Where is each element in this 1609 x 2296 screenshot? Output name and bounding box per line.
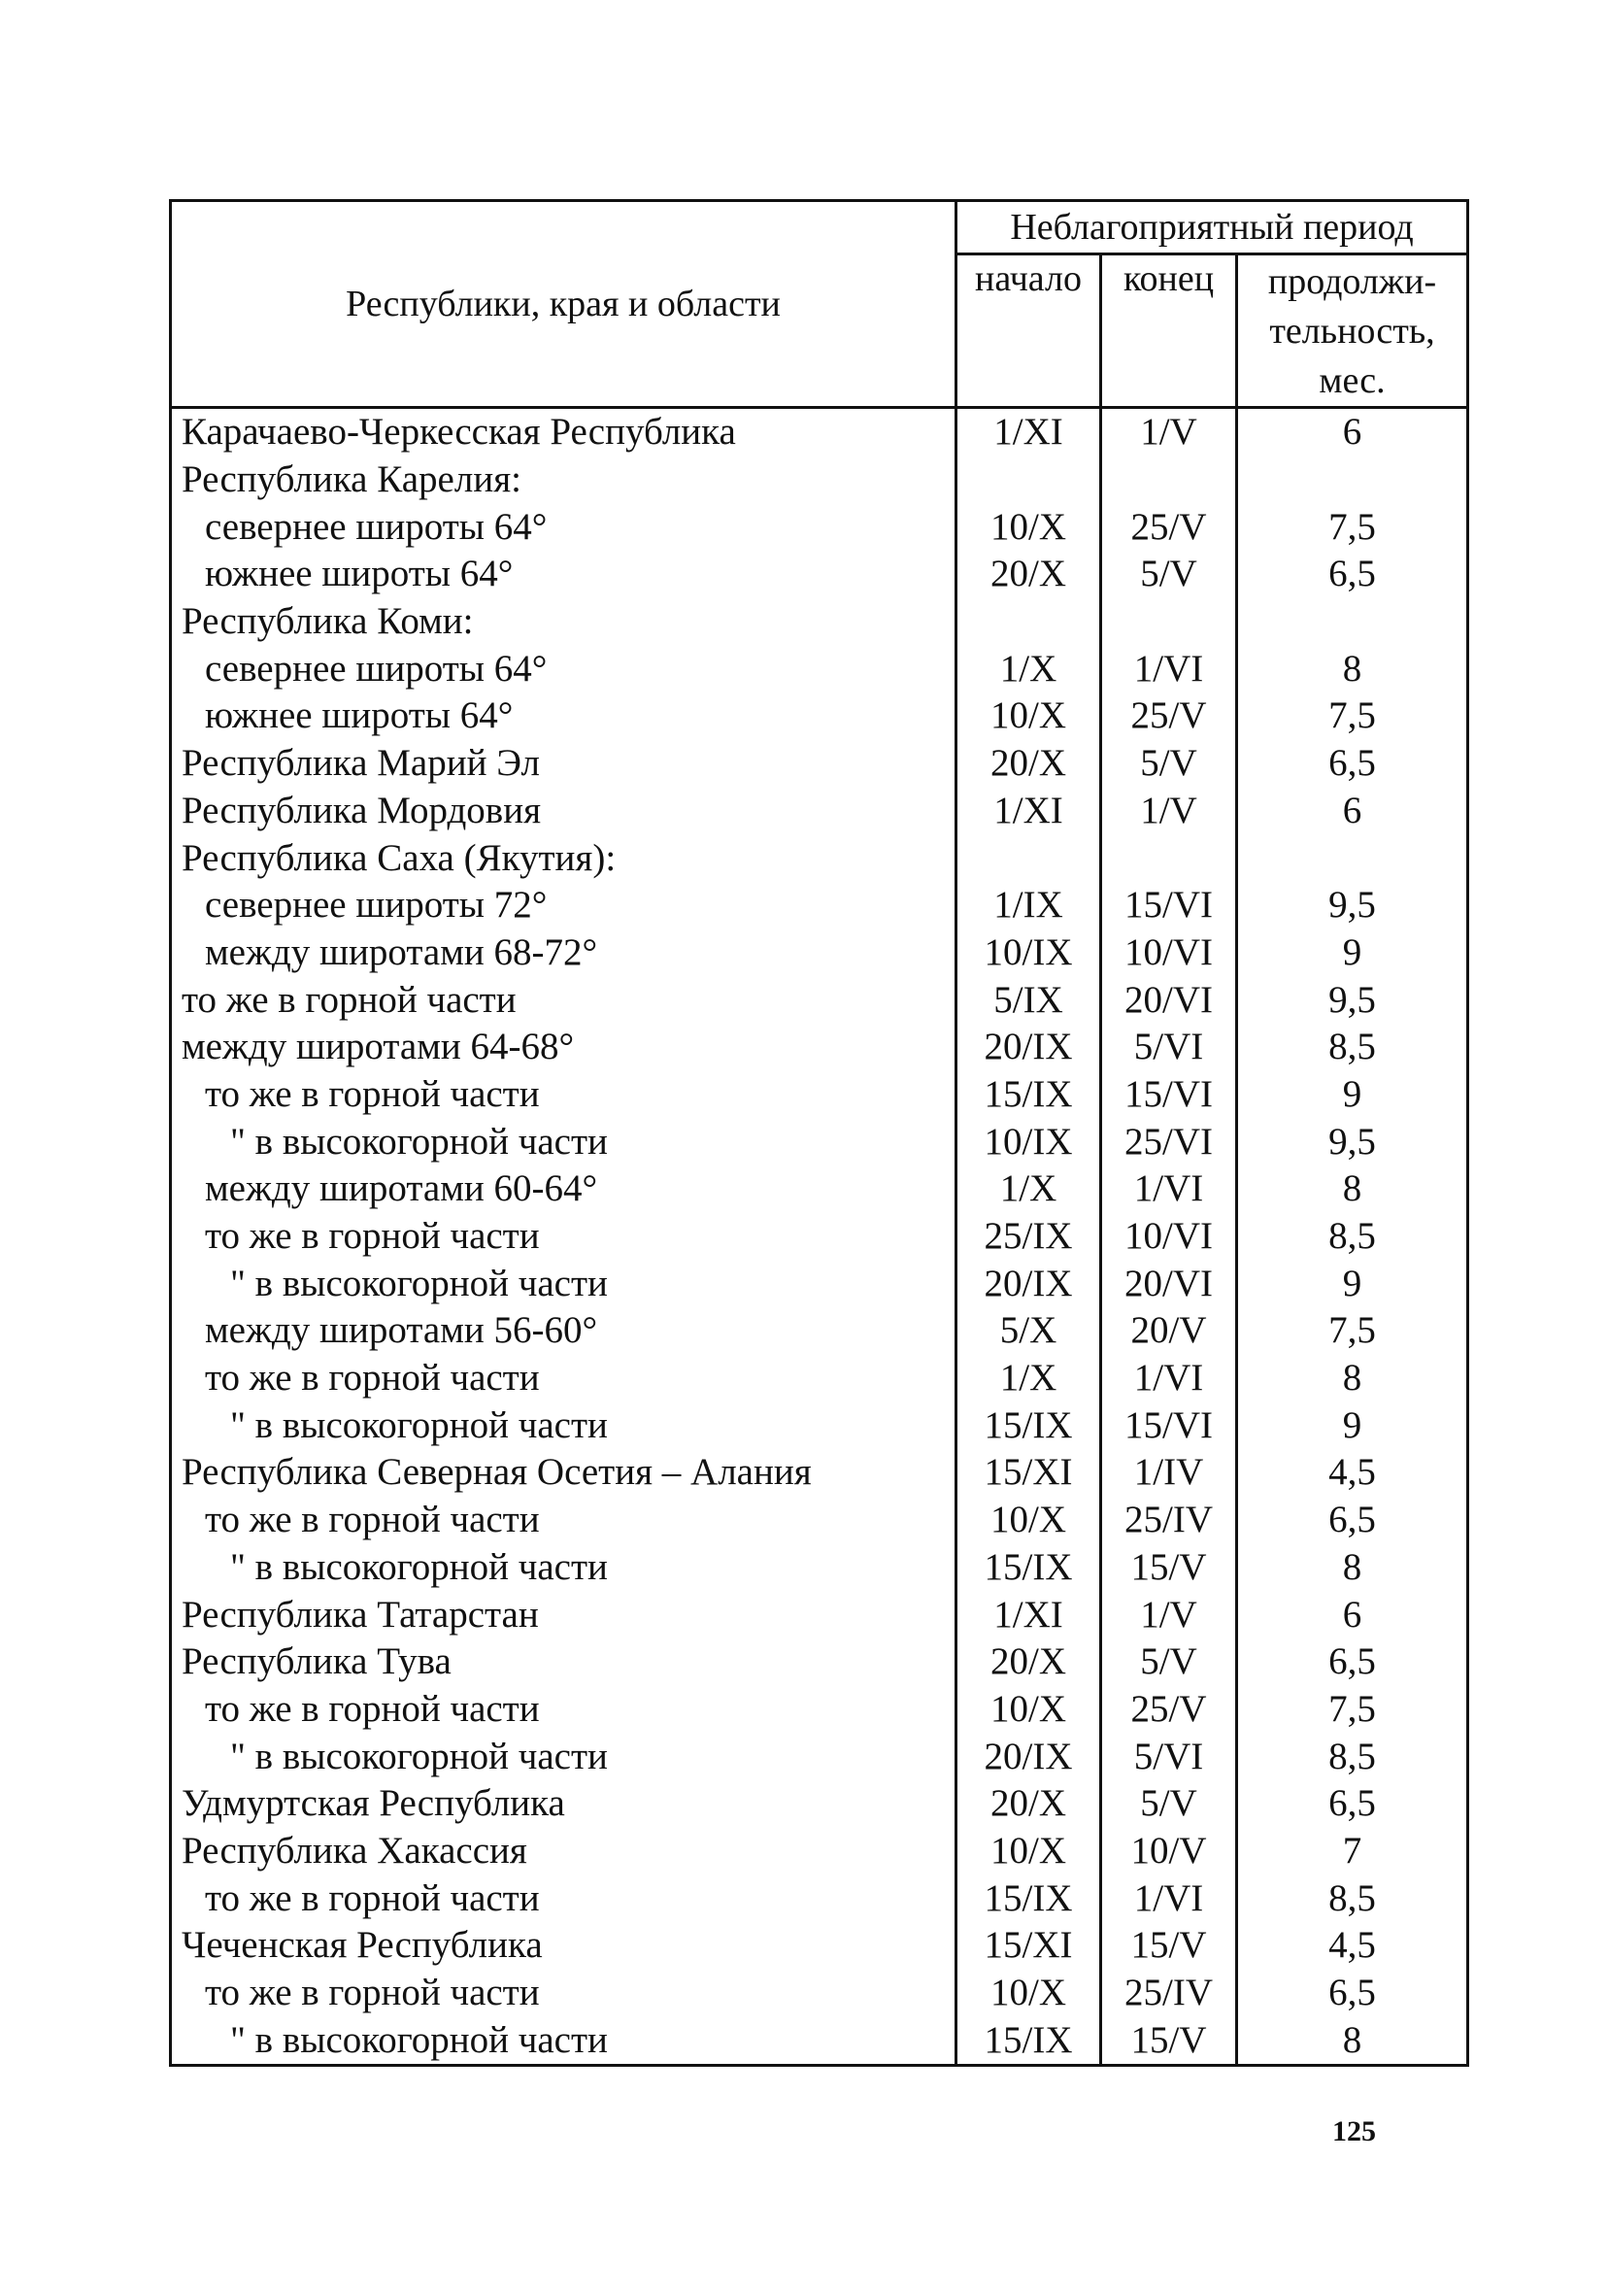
start-cell: 10/X <box>956 692 1101 740</box>
start-cell: 20/X <box>956 1638 1101 1686</box>
start-cell: 10/X <box>956 1970 1101 2017</box>
end-cell: 25/VI <box>1101 1118 1237 1165</box>
start-cell: 15/IX <box>956 1544 1101 1592</box>
table-row <box>171 834 1468 882</box>
end-cell: 25/V <box>1101 1686 1237 1734</box>
table-body <box>171 408 1468 2066</box>
duration-cell: 4,5 <box>1237 1922 1468 1970</box>
region-cell: между широтами 64-68° <box>171 1024 956 1071</box>
table-row <box>171 503 1468 551</box>
region-cell: Карачаево-Черкесская Республика <box>171 408 956 456</box>
table-row <box>171 2016 1468 2065</box>
duration-cell: 4,5 <box>1237 1449 1468 1497</box>
end-cell: 1/VI <box>1101 1355 1237 1402</box>
duration-cell: 7,5 <box>1237 503 1468 551</box>
table-row <box>171 929 1468 977</box>
region-cell: то же в горной части <box>171 976 956 1024</box>
end-cell: 10/VI <box>1101 929 1237 977</box>
end-cell: 15/V <box>1101 2016 1237 2065</box>
duration-cell: 8 <box>1237 1544 1468 1592</box>
duration-cell: 9 <box>1237 929 1468 977</box>
table-row <box>171 1307 1468 1355</box>
duration-cell: 7,5 <box>1237 1686 1468 1734</box>
duration-cell: 6,5 <box>1237 1497 1468 1544</box>
table-row <box>171 1544 1468 1592</box>
end-cell <box>1101 598 1237 646</box>
start-cell: 1/XI <box>956 788 1101 835</box>
region-cell: " в высокогорной части <box>171 1260 956 1307</box>
duration-cell: 9,5 <box>1237 1118 1468 1165</box>
table-row <box>171 456 1468 504</box>
table-row <box>171 1874 1468 1922</box>
end-cell <box>1101 456 1237 504</box>
region-cell: то же в горной части <box>171 1355 956 1402</box>
end-cell: 20/VI <box>1101 1260 1237 1307</box>
end-cell: 5/V <box>1101 551 1237 598</box>
table-row <box>171 645 1468 692</box>
region-cell: между широтами 60-64° <box>171 1165 956 1213</box>
end-cell: 5/V <box>1101 740 1237 788</box>
duration-cell: 6,5 <box>1237 740 1468 788</box>
region-cell: Республика Северная Осетия – Алания <box>171 1449 956 1497</box>
start-cell: 15/IX <box>956 2016 1101 2065</box>
duration-cell: 8,5 <box>1237 1733 1468 1780</box>
duration-cell: 6 <box>1237 788 1468 835</box>
start-cell: 20/IX <box>956 1733 1101 1780</box>
region-cell: " в высокогорной части <box>171 1401 956 1449</box>
duration-cell: 6 <box>1237 408 1468 456</box>
start-cell: 20/X <box>956 1780 1101 1828</box>
end-cell: 1/V <box>1101 788 1237 835</box>
end-cell: 5/VI <box>1101 1024 1237 1071</box>
start-cell: 10/IX <box>956 929 1101 977</box>
duration-cell: 9,5 <box>1237 976 1468 1024</box>
region-cell: то же в горной части <box>171 1686 956 1734</box>
start-cell: 10/X <box>956 503 1101 551</box>
region-cell: Республика Тува <box>171 1638 956 1686</box>
start-cell: 15/IX <box>956 1401 1101 1449</box>
table-row <box>171 1497 1468 1544</box>
duration-cell: 9 <box>1237 1260 1468 1307</box>
end-cell: 25/IV <box>1101 1497 1237 1544</box>
region-cell: то же в горной части <box>171 1874 956 1922</box>
table-row <box>171 1165 1468 1213</box>
end-cell: 25/IV <box>1101 1970 1237 2017</box>
duration-cell: 8,5 <box>1237 1024 1468 1071</box>
region-cell: то же в горной части <box>171 1071 956 1119</box>
end-cell: 10/V <box>1101 1828 1237 1875</box>
table-row <box>171 1780 1468 1828</box>
duration-cell: 7,5 <box>1237 692 1468 740</box>
table-row <box>171 976 1468 1024</box>
end-cell: 15/VI <box>1101 882 1237 929</box>
start-cell: 1/X <box>956 1165 1101 1213</box>
end-cell: 20/VI <box>1101 976 1237 1024</box>
duration-cell: 6,5 <box>1237 1780 1468 1828</box>
duration-cell <box>1237 456 1468 504</box>
region-cell: " в высокогорной части <box>171 1118 956 1165</box>
region-cell: то же в горной части <box>171 1497 956 1544</box>
end-cell: 15/V <box>1101 1922 1237 1970</box>
end-cell: 25/V <box>1101 503 1237 551</box>
start-cell: 15/IX <box>956 1874 1101 1922</box>
duration-cell: 9 <box>1237 1401 1468 1449</box>
end-cell: 15/VI <box>1101 1071 1237 1119</box>
start-cell: 25/IX <box>956 1213 1101 1261</box>
duration-cell: 8 <box>1237 645 1468 692</box>
table-row <box>171 408 1468 456</box>
table-row <box>171 692 1468 740</box>
start-cell <box>956 598 1101 646</box>
header-duration-line3: мес. <box>1319 360 1386 401</box>
duration-cell: 8,5 <box>1237 1874 1468 1922</box>
end-cell: 1/VI <box>1101 1874 1237 1922</box>
duration-cell: 8 <box>1237 1355 1468 1402</box>
start-cell: 10/X <box>956 1828 1101 1875</box>
table-row <box>171 1449 1468 1497</box>
table-row <box>171 551 1468 598</box>
start-cell: 1/X <box>956 645 1101 692</box>
start-cell: 15/IX <box>956 1071 1101 1119</box>
page-number: 125 <box>1332 2115 1376 2147</box>
duration-cell <box>1237 834 1468 882</box>
header-period: Неблагоприятный период <box>956 201 1468 254</box>
table-row <box>171 1828 1468 1875</box>
table-row <box>171 1401 1468 1449</box>
header-duration-line2: тельность, <box>1269 311 1435 352</box>
region-cell: Удмуртская Республика <box>171 1780 956 1828</box>
duration-cell: 8 <box>1237 2016 1468 2065</box>
duration-cell: 7,5 <box>1237 1307 1468 1355</box>
duration-cell <box>1237 598 1468 646</box>
end-cell: 1/VI <box>1101 1165 1237 1213</box>
region-cell: севернее широты 72° <box>171 882 956 929</box>
region-cell: южнее широты 64° <box>171 551 956 598</box>
start-cell: 5/IX <box>956 976 1101 1024</box>
table-row <box>171 740 1468 788</box>
table-row <box>171 1686 1468 1734</box>
region-cell: Республика Коми: <box>171 598 956 646</box>
region-cell: Чеченская Республика <box>171 1922 956 1970</box>
region-cell: " в высокогорной части <box>171 1544 956 1592</box>
end-cell: 20/V <box>1101 1307 1237 1355</box>
start-cell: 1/XI <box>956 1591 1101 1638</box>
end-cell <box>1101 834 1237 882</box>
region-cell: то же в горной части <box>171 1970 956 2017</box>
header-duration <box>1237 254 1468 408</box>
region-cell: Республика Хакассия <box>171 1828 956 1875</box>
end-cell: 1/V <box>1101 408 1237 456</box>
table-row <box>171 1071 1468 1119</box>
header-end: конец <box>1101 254 1237 408</box>
end-cell: 1/V <box>1101 1591 1237 1638</box>
table-row <box>171 788 1468 835</box>
region-cell: севернее широты 64° <box>171 503 956 551</box>
start-cell: 5/X <box>956 1307 1101 1355</box>
end-cell: 5/V <box>1101 1638 1237 1686</box>
duration-cell: 6,5 <box>1237 1638 1468 1686</box>
table-row <box>171 598 1468 646</box>
start-cell <box>956 456 1101 504</box>
end-cell: 25/V <box>1101 692 1237 740</box>
table-row <box>171 1260 1468 1307</box>
end-cell: 1/VI <box>1101 645 1237 692</box>
start-cell: 20/IX <box>956 1024 1101 1071</box>
start-cell <box>956 834 1101 882</box>
end-cell: 15/VI <box>1101 1401 1237 1449</box>
table-row <box>171 1922 1468 1970</box>
start-cell: 10/X <box>956 1497 1101 1544</box>
start-cell: 20/X <box>956 551 1101 598</box>
start-cell: 10/IX <box>956 1118 1101 1165</box>
start-cell: 15/XI <box>956 1449 1101 1497</box>
duration-cell: 8,5 <box>1237 1213 1468 1261</box>
table-row <box>171 1638 1468 1686</box>
end-cell: 1/IV <box>1101 1449 1237 1497</box>
table-row <box>171 1970 1468 2017</box>
header-start: начало <box>956 254 1101 408</box>
region-cell: Республика Мордовия <box>171 788 956 835</box>
duration-cell: 9,5 <box>1237 882 1468 929</box>
table-row <box>171 882 1468 929</box>
header-region: Республики, края и области <box>171 201 956 408</box>
region-cell: Республика Татарстан <box>171 1591 956 1638</box>
start-cell: 1/IX <box>956 882 1101 929</box>
region-cell: то же в горной части <box>171 1213 956 1261</box>
region-cell: севернее широты 64° <box>171 645 956 692</box>
region-cell: " в высокогорной части <box>171 2016 956 2065</box>
table-row <box>171 1733 1468 1780</box>
end-cell: 10/VI <box>1101 1213 1237 1261</box>
end-cell: 15/V <box>1101 1544 1237 1592</box>
region-cell: Республика Саха (Якутия): <box>171 834 956 882</box>
end-cell: 5/VI <box>1101 1733 1237 1780</box>
start-cell: 1/X <box>956 1355 1101 1402</box>
table-row <box>171 1024 1468 1071</box>
duration-cell: 7 <box>1237 1828 1468 1875</box>
region-cell: " в высокогорной части <box>171 1733 956 1780</box>
header-duration-line1: продолжи- <box>1267 261 1437 302</box>
duration-cell: 8 <box>1237 1165 1468 1213</box>
table-row <box>171 1591 1468 1638</box>
duration-cell: 6 <box>1237 1591 1468 1638</box>
end-cell: 5/V <box>1101 1780 1237 1828</box>
start-cell: 15/XI <box>956 1922 1101 1970</box>
duration-cell: 9 <box>1237 1071 1468 1119</box>
region-cell: Республика Карелия: <box>171 456 956 504</box>
region-cell: между широтами 56-60° <box>171 1307 956 1355</box>
duration-cell: 6,5 <box>1237 551 1468 598</box>
start-cell: 20/IX <box>956 1260 1101 1307</box>
start-cell: 1/XI <box>956 408 1101 456</box>
table-row <box>171 1355 1468 1402</box>
duration-cell: 6,5 <box>1237 1970 1468 2017</box>
region-cell: между широтами 68-72° <box>171 929 956 977</box>
table-header <box>171 201 1468 408</box>
table-row <box>171 1118 1468 1165</box>
region-cell: Республика Марий Эл <box>171 740 956 788</box>
climate-period-table <box>169 199 1469 2067</box>
table-row <box>171 1213 1468 1261</box>
region-cell: южнее широты 64° <box>171 692 956 740</box>
start-cell: 20/X <box>956 740 1101 788</box>
start-cell: 10/X <box>956 1686 1101 1734</box>
